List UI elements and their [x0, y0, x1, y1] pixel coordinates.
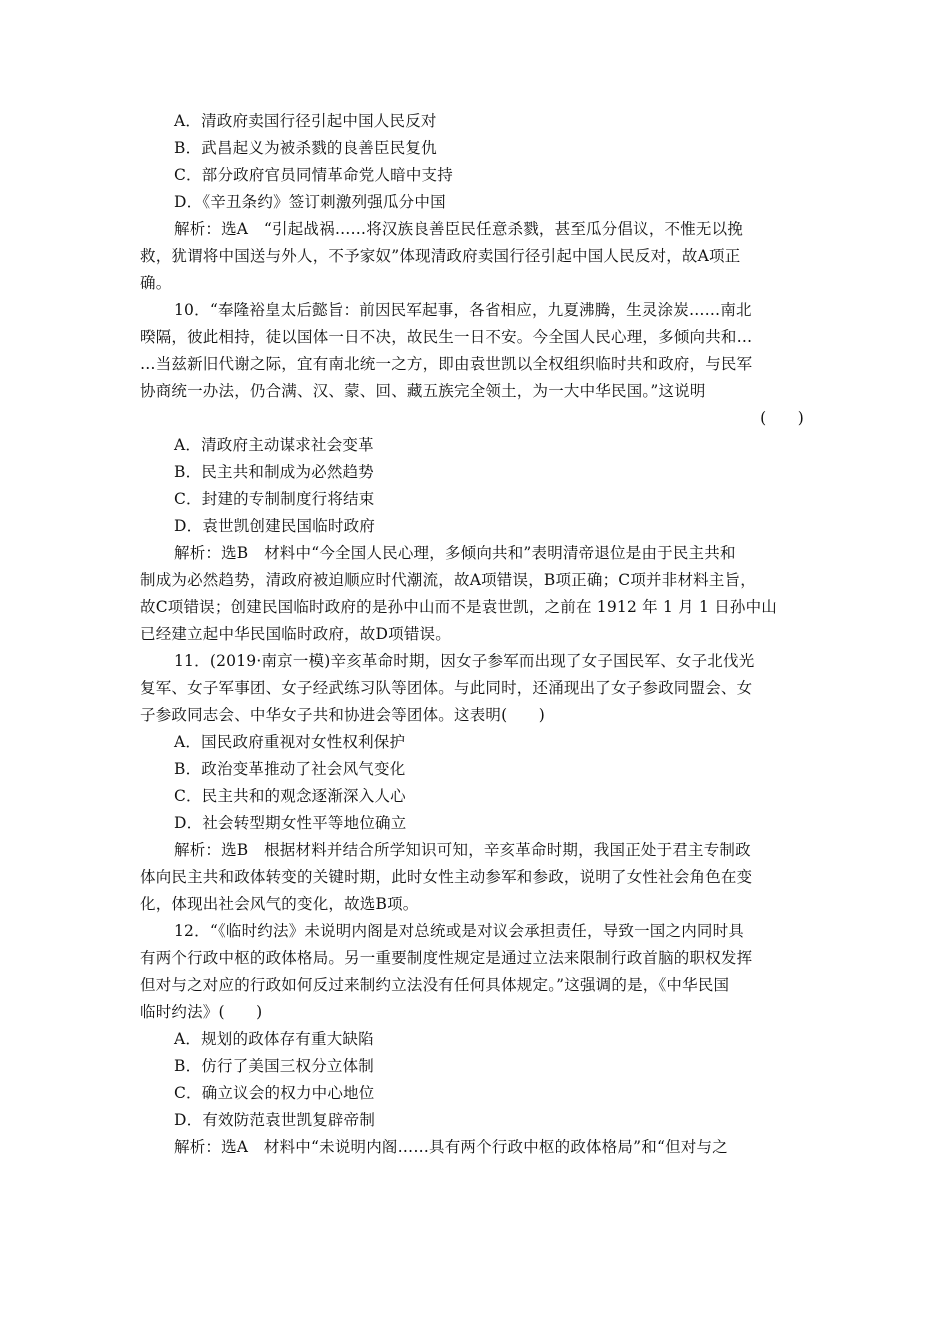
- q9-option-c: C．部分政府官员同情革命党人暗中支持: [174, 166, 453, 184]
- q10-analysis-line-1: 解析：选B 材料中“今全国人民心理，多倾向共和”表明清帝退位是由于民主共和: [174, 544, 736, 562]
- question-9: [140, 108, 812, 297]
- q12-option-c: C．确立议会的权力中心地位: [174, 1084, 375, 1102]
- q12-option-a: A．规划的政体存有重大缺陷: [174, 1030, 374, 1048]
- q10-stem-line-4: 协商统一办法，仍合满、汉、蒙、回、藏五族完全领土，为一大中华民国。”这说明: [140, 382, 706, 400]
- q12-stem-line-4: 临时约法》( ): [140, 1003, 263, 1021]
- q12-analysis-line-1: 解析：选A 材料中“未说明内阁……具有两个行政中枢的政体格局”和“但对与之: [174, 1138, 728, 1156]
- q12-stem-line-3: 但对与之对应的行政如何反过来制约立法没有任何具体规定。”这强调的是，《中华民国: [140, 976, 730, 994]
- q10-stem-line-2: 暌隔，彼此相持，徒以国体一日不决，故民生一日不安。今全国人民心理，多倾向共和…: [140, 328, 753, 346]
- q12-option-d: D．有效防范袁世凯复辟帝制: [174, 1111, 376, 1129]
- question-11: [140, 648, 812, 918]
- q11-analysis-line-2: 体向民主共和政体转变的关键时期，此时女性主动参军和参政，说明了女性社会角色在变: [140, 868, 753, 886]
- q10-stem-line-3: …当兹新旧代谢之际，宜有南北统一之方，即由袁世凯以全权组织临时共和政府，与民军: [140, 355, 753, 373]
- q11-option-d: D．社会转型期女性平等地位确立: [174, 814, 407, 832]
- q12-stem-line-1: 12．“《临时约法》未说明内阁是对总统或是对议会承担责任，导致一国之内同时具: [174, 922, 744, 940]
- q11-option-c: C．民主共和的观念逐渐深入人心: [174, 787, 406, 805]
- q9-analysis-line-2: 救，犹谓将中国送与外人，不予家奴”体现清政府卖国行径引起中国人民反对，故A项正: [140, 247, 741, 265]
- q12-option-b: B．仿行了美国三权分立体制: [174, 1057, 374, 1075]
- question-10: [140, 297, 812, 648]
- q9-analysis-line-1: 解析：选A “引起战祸……将汉族良善臣民任意杀戮，甚至瓜分倡议，不惟无以挽: [174, 220, 744, 238]
- q10-option-d: D．袁世凯创建民国临时政府: [174, 517, 376, 535]
- document-content: [140, 108, 812, 1161]
- q10-option-a: A．清政府主动谋求社会变革: [174, 436, 374, 454]
- q11-analysis-line-3: 化，体现出社会风气的变化，故选B项。: [140, 895, 419, 913]
- q9-option-d: D．《辛丑条约》签订刺激列强瓜分中国: [174, 193, 446, 211]
- q11-stem-line-3: 子参政同志会、中华女子共和协进会等团体。这表明( ): [140, 706, 545, 724]
- q10-option-b: B．民主共和制成为必然趋势: [174, 463, 374, 481]
- q10-option-c: C．封建的专制制度行将结束: [174, 490, 375, 508]
- q9-option-b: B．武昌起义为被杀戮的良善臣民复仇: [174, 139, 437, 157]
- q11-option-a: A．国民政府重视对女性权利保护: [174, 733, 406, 751]
- q11-option-b: B．政治变革推动了社会风气变化: [174, 760, 406, 778]
- q10-analysis-line-3: 故C项错误；创建民国临时政府的是孙中山而不是袁世凯，之前在 1912 年 1 月 1 日孙中山: [140, 598, 777, 616]
- q9-option-a: A．清政府卖国行径引起中国人民反对: [174, 112, 437, 130]
- q10-analysis-line-4: 已经建立起中华民国临时政府，故D项错误。: [140, 625, 451, 643]
- q12-stem-line-2: 有两个行政中枢的政体格局。另一重要制度性规定是通过立法来限制行政首脑的职权发挥: [140, 949, 753, 967]
- q10-analysis-line-2: 制成为必然趋势，清政府被迫顺应时代潮流，故A项错误，B项正确；C项并非材料主旨，: [140, 571, 756, 589]
- q11-analysis-line-1: 解析：选B 根据材料并结合所学知识可知，辛亥革命时期，我国正处于君主专制政: [174, 841, 751, 859]
- q10-answer-bracket: ( ): [760, 409, 804, 427]
- question-12: [140, 918, 812, 1161]
- q10-stem-line-1: 10．“奉隆裕皇太后懿旨：前因民军起事，各省相应，九夏沸腾，生灵涂炭……南北: [174, 301, 752, 319]
- q11-stem-line-1: 11．(2019·南京一模)辛亥革命时期，因女子参军而出现了女子国民军、女子北伐光: [174, 652, 755, 670]
- q9-analysis-line-3: 确。: [140, 274, 172, 292]
- q11-stem-line-2: 复军、女子军事团、女子经武练习队等团体。与此同时，还涌现出了女子参政同盟会、女: [140, 679, 753, 697]
